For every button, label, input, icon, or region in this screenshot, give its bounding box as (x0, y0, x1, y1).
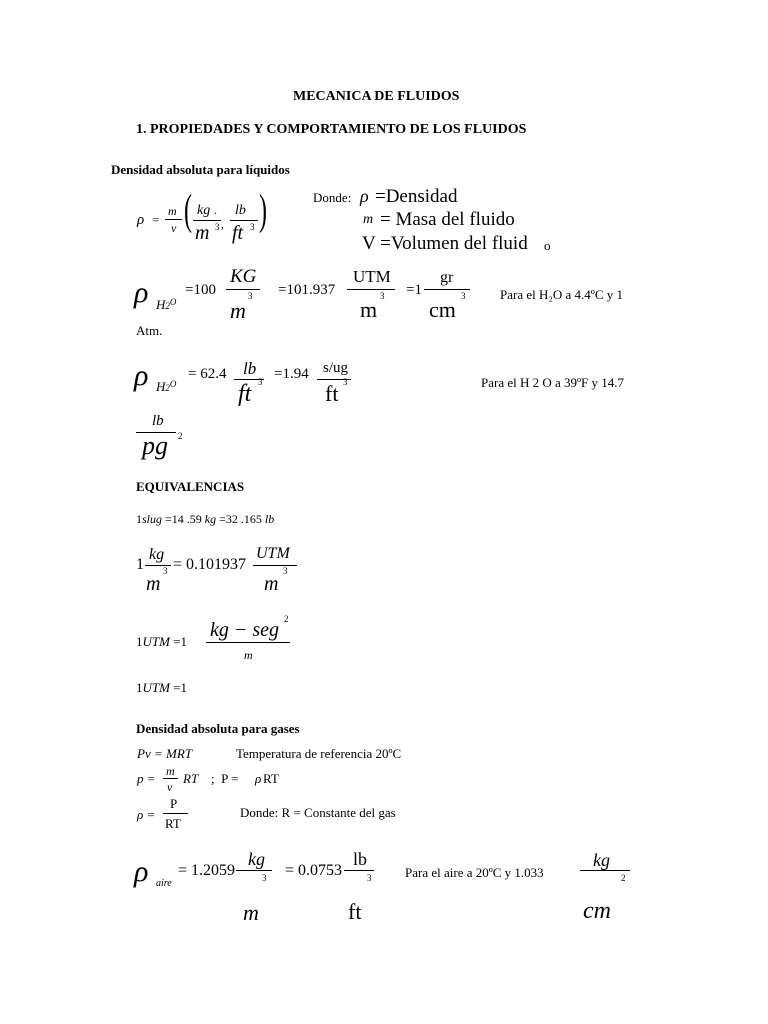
ft3-unit: ft (348, 899, 362, 924)
equivalence-utm-one: 1UTM =1 (136, 680, 188, 695)
rho-symbol: ρ (134, 276, 149, 309)
kg-unit: kg (593, 850, 610, 870)
fraction-bar (236, 870, 272, 871)
liquids-heading: Densidad absoluta para líquidos (111, 162, 290, 177)
m3-unit: m (360, 297, 378, 322)
fraction-bar (165, 219, 182, 220)
equals-sign: = (152, 212, 160, 227)
aire-subscript: aire (156, 878, 172, 889)
kg-unit: kg (197, 203, 211, 218)
kg-unit: KG (230, 266, 257, 287)
gr-unit: gr (440, 269, 454, 286)
kg-seg-numerator: kg − seg (210, 619, 280, 641)
m3-unit: m (146, 573, 161, 595)
fraction-bar (347, 289, 395, 290)
mass-symbol: m (363, 212, 374, 227)
m3-unit: m (230, 298, 246, 323)
rho-symbol: ρ (134, 359, 149, 392)
utm-unit: UTM (353, 267, 391, 286)
equivalencias-heading: EQUIVALENCIAS (136, 479, 245, 494)
rho-symbol: ρ (134, 855, 149, 888)
page-title: MECANICA DE FLUIDOS (293, 89, 460, 104)
condition-note: Para el H 2 O a 39ºF y 14.7 (481, 375, 625, 390)
cm3-unit: cm (429, 297, 456, 322)
ft3-unit: ft (325, 381, 339, 406)
h2o-subscript: $H2^O$ (156, 297, 177, 312)
kg-unit: kg (149, 546, 165, 563)
volume-definition: V =Volumen del fluid (362, 233, 528, 254)
document-page: MECANICA DE FLUIDOS 1. PROPIEDADES Y COMPORTAMIENTO DE LOS FLUIDOS Densidad absoluta para líquidos ρ = m v ( kg . m 3 , lb ft 3 ) Donde: ρ =Densidad m = Masa del fluido V =Volumen del fluid o ρ $H2^O$ =100 KG 3 m =101.937 UTM 3 m =1 gr 3 cm Para el H₂O a 4.4ºC y 1 Atm. ρ $H2^O$ = 62.4 lb 3 ft =1.94 s/ug 3 ft Para el H 2 O a 39ºF y 14.7 lb 2 pg EQUIVALENCIAS 1slug =14 .59 kg =32 .165 lb 1 kg 3 m = 0.101937 UTM 3 m 1UTM =1 kg − seg 2 m 1UTM =1 Densidad absoluta para gases Pv = MRT Temperatura de referencia 20ºC p = m v RT ; P = ρ RT ρ = P RT Donde: R = Constante del gas ρ aire = 1.2059 kg 3 m = 0.0753 lb 3 ft Para el aire a 20ºC y 1.033 kg 2 cm (0, 0, 768, 1024)
condition-note: Para el H₂O a 4.4ºC y 1 (500, 287, 624, 302)
m3-unit: m (243, 900, 259, 925)
fraction-bar (253, 565, 297, 566)
lb-unit: lb (353, 849, 368, 869)
atm-text: Atm. (136, 323, 163, 338)
volume-symbol: v (167, 780, 173, 794)
ideal-gas-equation: Pv = MRT (137, 746, 192, 761)
volume-symbol: v (171, 221, 177, 235)
gases-heading: Densidad absoluta para gases (136, 721, 300, 736)
density-definition: =Densidad (375, 186, 458, 207)
fraction-bar (163, 778, 178, 779)
equivalence-slug: 1slug =14 .59 kg =32 .165 lb (136, 512, 275, 526)
fraction-bar (206, 642, 290, 643)
rho-symbol: ρ (360, 186, 369, 206)
fraction-bar (230, 220, 258, 221)
utm-lhs: 1UTM =1 (136, 634, 188, 649)
utm-unit: UTM (256, 545, 290, 562)
pg2-unit: pg (142, 431, 168, 460)
donde-label: Donde: (313, 190, 352, 205)
slug-unit: s/ug (323, 360, 349, 376)
ft3-unit: ft (232, 222, 244, 244)
fraction-bar (424, 289, 470, 290)
lb-unit: lb (152, 413, 164, 429)
mass-symbol: m (168, 204, 177, 218)
fraction-bar (163, 813, 188, 814)
section-heading: 1. PROPIEDADES Y COMPORTAMIENTO DE LOS FLUIDOS (136, 122, 527, 137)
fraction-bar (344, 870, 374, 871)
gas-constant-note: Donde: R = Constante del gas (240, 805, 396, 820)
rho-symbol: ρ (137, 212, 145, 228)
m3-unit: m (264, 573, 279, 595)
rho-symbol: ρ (255, 771, 262, 786)
fraction-bar (226, 289, 260, 290)
reference-temperature-note: Temperatura de referencia 20ºC (236, 746, 402, 761)
lb-unit: lb (243, 359, 257, 378)
m-denominator: m (244, 648, 253, 662)
fraction-bar (193, 220, 221, 221)
lb-unit: lb (235, 203, 246, 218)
fraction-bar (580, 870, 630, 871)
cm2-unit: cm (583, 898, 611, 924)
mass-symbol: m (166, 764, 175, 778)
mass-definition: = Masa del fluido (380, 209, 515, 230)
kg-unit: kg (248, 849, 265, 869)
h2o-subscript: $H2^O$ (156, 379, 177, 394)
condition-note: Para el aire a 20ºC y 1.033 (405, 865, 544, 880)
m3-unit: m (195, 222, 210, 244)
ft3-unit: ft (238, 381, 252, 407)
